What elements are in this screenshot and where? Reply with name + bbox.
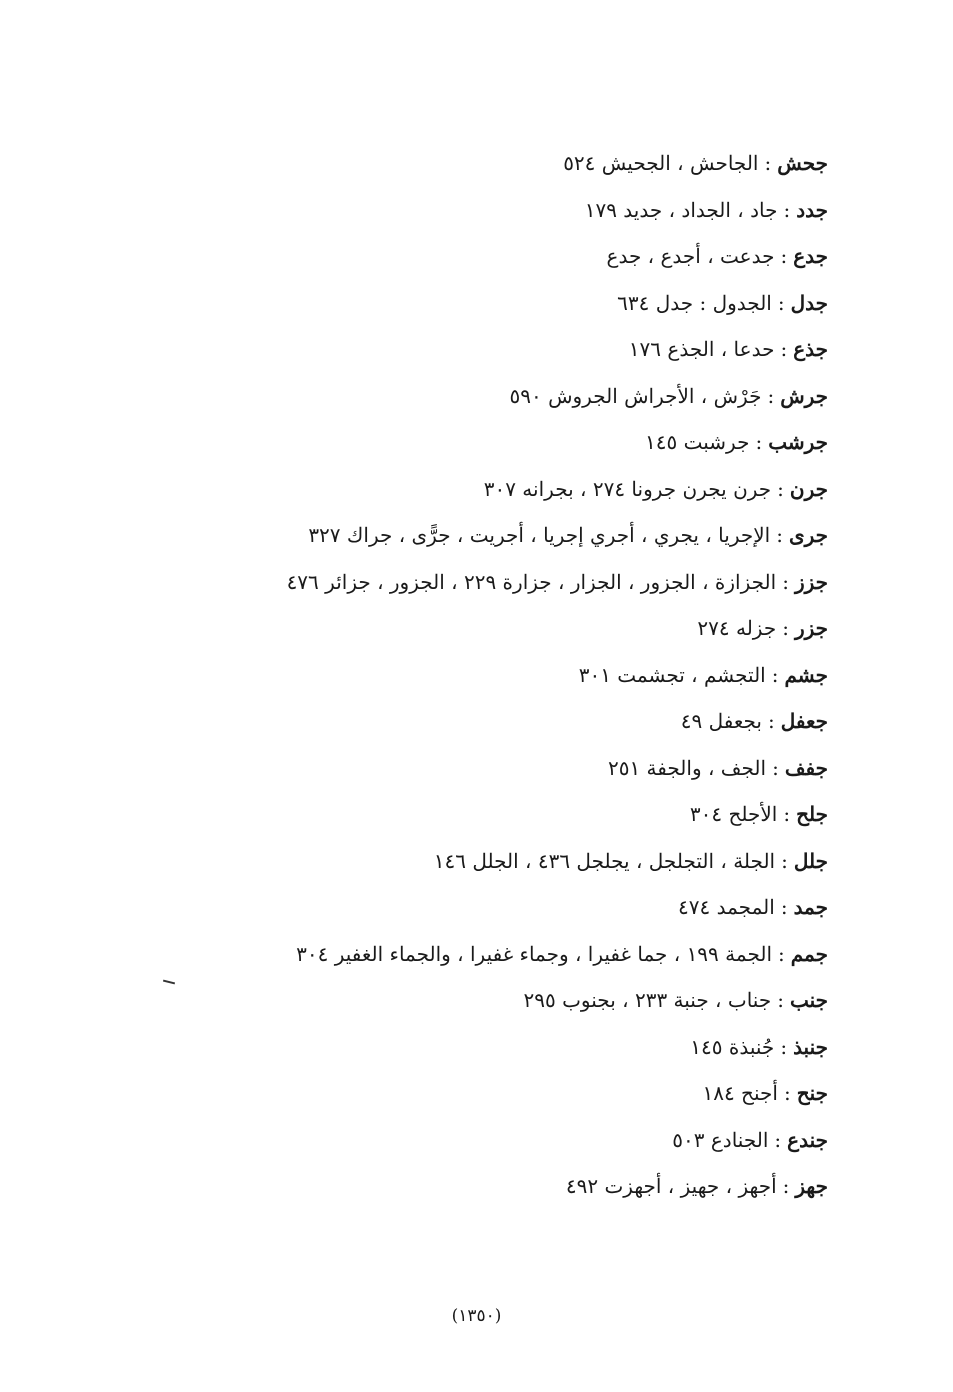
- index-entry: [208, 280, 828, 327]
- entry-references: الجزازة ، الجزور ، الجزار ، جزارة ٢٢٩ ، الجزور ، جزائر ٤٧٦: [286, 569, 777, 594]
- entry-references: الجلة ، التجلجل ، يجلجل ٤٣٦ ، الجلل ١٤٦: [433, 848, 776, 873]
- entry-separator: :: [777, 290, 785, 315]
- entry-root-word: جدع: [793, 244, 828, 268]
- entry-separator: :: [783, 802, 791, 826]
- index-entry: [208, 1070, 828, 1117]
- entry-root-word: جذع: [793, 337, 828, 361]
- entry-root-word: جفف: [784, 755, 828, 780]
- entry-separator: :: [777, 476, 784, 501]
- entry-references: جُنبذة ١٤٥: [690, 1034, 775, 1059]
- entry-separator: :: [771, 662, 779, 687]
- index-entry: [208, 884, 828, 931]
- entry-references: جَرْش ، الأجراش الجروش ٥٩٠: [509, 383, 762, 408]
- entry-root-word: جحش: [777, 151, 828, 175]
- entry-separator: :: [778, 941, 785, 966]
- entry-separator: :: [767, 709, 775, 733]
- entry-root-word: جشم: [784, 662, 828, 687]
- entry-references: أجنح ١٨٤: [702, 1081, 778, 1105]
- page-number: (١٣٥٠): [451, 1306, 502, 1326]
- entry-separator: :: [780, 337, 788, 361]
- entry-root-word: جنب: [789, 988, 828, 1012]
- entry-separator: :: [782, 569, 789, 594]
- entry-root-word: جدد: [796, 197, 828, 222]
- entry-separator: :: [781, 848, 788, 873]
- entry-references: الإجريا ، يجري ، أجري إجريا ، أجريت ، جرًّى ، جراك ٣٢٧: [308, 523, 771, 547]
- entry-references: الجدول : جدل ٦٣٤: [617, 290, 772, 315]
- entry-separator: :: [777, 988, 784, 1012]
- entry-separator: :: [783, 1081, 791, 1105]
- entry-separator: :: [782, 616, 789, 640]
- entry-references: جناب ، جنبة ٢٣٣ ، بجنوب ٢٩٥: [523, 988, 772, 1012]
- index-entry: [208, 559, 828, 606]
- index-entry: [208, 652, 828, 699]
- entry-references: الجاحش ، الجحيش ٥٢٤: [563, 151, 759, 175]
- entry-separator: :: [755, 430, 763, 454]
- entry-references: جدعت ، أجدع ، جدع: [606, 244, 775, 268]
- entry-root-word: جلح: [796, 802, 828, 826]
- entry-separator: :: [782, 1174, 790, 1198]
- entry-separator: :: [774, 1127, 782, 1152]
- entry-references: الجف ، والجفة ٢٥١: [607, 755, 767, 780]
- index-entry: [208, 1117, 828, 1164]
- entry-references: جزله ٢٧٤: [697, 616, 777, 640]
- index-entry: [208, 1024, 828, 1071]
- entry-root-word: جزز: [794, 569, 828, 594]
- index-entry: [208, 791, 828, 838]
- entry-references: جرن يجرن جرونا ٢٧٤ ، بجرانه ٣٠٧: [483, 476, 772, 501]
- entry-separator: :: [783, 197, 791, 222]
- entry-root-word: جنبذ: [793, 1034, 828, 1059]
- index-entry: [208, 233, 828, 280]
- entry-references: الجمة ١٩٩ ، جما غفيرا ، وجماء غفيرا ، والجماء الغفير ٣٠٤: [296, 941, 772, 966]
- index-entry: [208, 419, 828, 466]
- entry-references: التجشم ، تجشمت ٣٠١: [578, 662, 766, 687]
- index-entry: [208, 187, 828, 234]
- entry-separator: :: [772, 755, 779, 780]
- entry-references: الجنادع ٥٠٣: [672, 1127, 769, 1152]
- entry-root-word: جلل: [793, 848, 828, 873]
- entry-references: الأجلح ٣٠٤: [689, 802, 778, 826]
- index-entry: [208, 373, 828, 420]
- index-entry: [208, 745, 828, 792]
- entry-references: جرشبت ١٤٥: [645, 430, 750, 454]
- entry-root-word: جمد: [793, 895, 828, 919]
- entry-references: جاد ، الجداد ، جديد ١٧٩: [584, 197, 778, 222]
- entry-references: بجعفل ٤٩: [680, 709, 762, 733]
- index-entry: [208, 605, 828, 652]
- index-entry: [208, 466, 828, 513]
- entry-root-word: جرن: [789, 476, 828, 501]
- index-entry: [208, 140, 828, 187]
- index-entry: [208, 838, 828, 885]
- entry-root-word: جرشب: [768, 430, 828, 454]
- index-entry: [208, 326, 828, 373]
- entry-root-word: جنح: [796, 1081, 828, 1105]
- entry-root-word: جهز: [795, 1174, 828, 1198]
- index-entry: [208, 977, 828, 1024]
- entry-separator: :: [780, 1034, 788, 1059]
- entry-separator: :: [780, 895, 788, 919]
- entry-references: المجمد ٤٧٤: [678, 895, 775, 919]
- entry-root-word: جدل: [790, 290, 828, 315]
- entry-root-word: جندع: [787, 1127, 828, 1152]
- entry-root-word: جزر: [794, 616, 828, 640]
- entry-root-word: جرش: [780, 383, 828, 408]
- entry-root-word: جمم: [790, 941, 828, 966]
- index-entry: [208, 931, 828, 978]
- entry-root-word: جعفل: [780, 709, 828, 733]
- entry-separator: :: [764, 151, 772, 175]
- index-entry-list: [208, 140, 828, 1210]
- index-entry: [208, 698, 828, 745]
- index-entry: [208, 512, 828, 559]
- entry-references: حدعا ، الجذع ١٧٦: [628, 337, 775, 361]
- entry-root-word: جرى: [788, 523, 828, 547]
- index-entry: [208, 1163, 828, 1210]
- stray-ink-mark: [163, 980, 175, 985]
- entry-separator: :: [767, 383, 775, 408]
- entry-separator: :: [776, 523, 783, 547]
- entry-separator: :: [780, 244, 788, 268]
- entry-references: أجهز ، جهيز ، أجهزت ٤٩٢: [565, 1174, 777, 1198]
